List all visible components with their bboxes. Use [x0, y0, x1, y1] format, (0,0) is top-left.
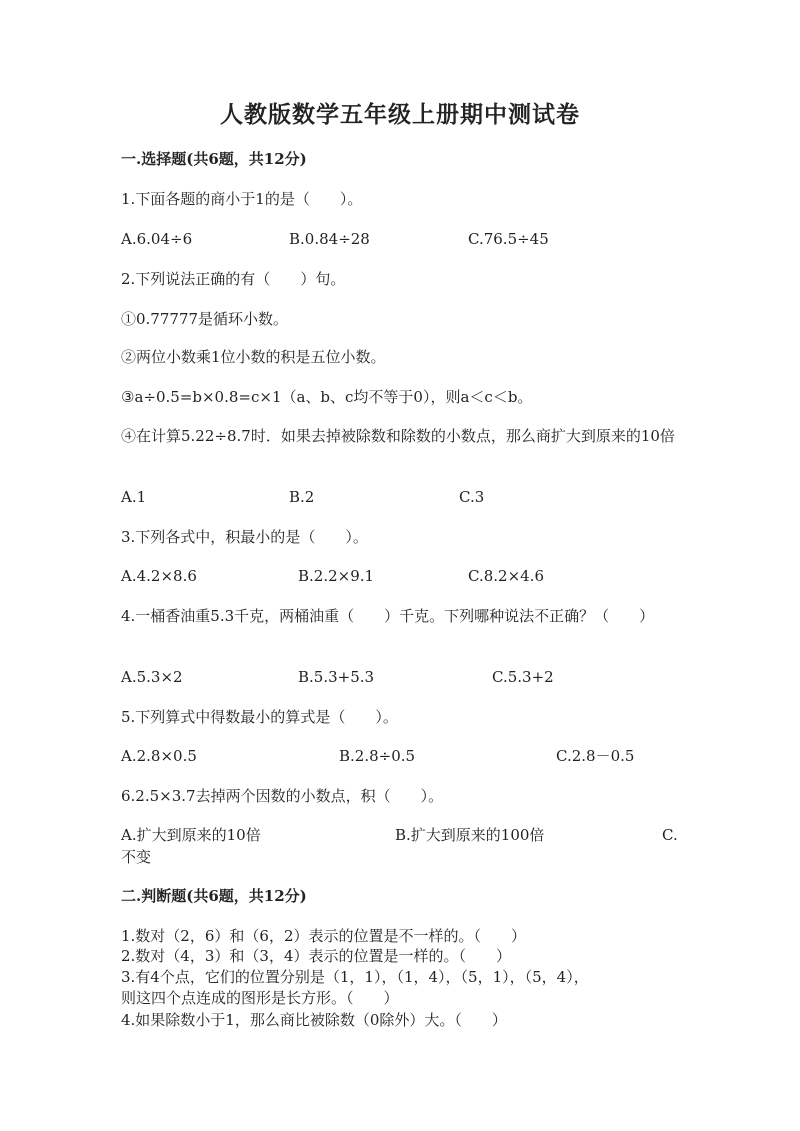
judgement-1: 1.数对（2，6）和（6，2）表示的位置是不一样的。（ ） [121, 927, 526, 945]
judgement-3-line-2: 则这四个点连成的图形是长方形。（ ） [121, 989, 399, 1007]
question-6-option-a: A.扩大到原来的10倍 [121, 826, 261, 844]
question-1-option-b: B.0.84÷28 [289, 230, 370, 248]
question-2-option-b: B.2 [289, 488, 315, 506]
question-4-stem: 4.一桶香油重5.3千克，两桶油重（ ）千克。下列哪种说法不正确？（ ） [121, 607, 655, 625]
question-5-stem: 5.下列算式中得数最小的算式是（ ）。 [121, 708, 398, 726]
question-3-option-c: C.8.2×4.6 [468, 567, 544, 585]
question-3-stem: 3.下列各式中，积最小的是（ ）。 [121, 528, 368, 546]
question-3-option-a: A.4.2×8.6 [121, 567, 197, 585]
section-heading-choice: 一.选择题(共6题，共12分) [121, 150, 307, 168]
section-heading-judgement: 二.判断题(共6题，共12分) [121, 887, 307, 905]
question-2-statement-2: ②两位小数乘1位小数的积是五位小数。 [121, 348, 386, 366]
page-title: 人教版数学五年级上册期中测试卷 [220, 101, 580, 128]
question-4-option-c: C.5.3+2 [492, 668, 554, 686]
question-6-option-c-text: 不变 [121, 848, 152, 866]
question-2-option-c: C.3 [459, 488, 485, 506]
question-3-option-b: B.2.2×9.1 [298, 567, 375, 585]
question-2-statement-4: ④在计算5.22÷8.7时．如果去掉被除数和除数的小数点，那么商扩大到原来的10倍 [121, 427, 675, 445]
question-1-option-c: C.76.5÷45 [468, 230, 549, 248]
question-5-option-a: A.2.8×0.5 [121, 747, 197, 765]
question-6-option-c: C. [662, 826, 678, 844]
judgement-3-line-1: 3.有4个点，它们的位置分别是（1，1），（1，4），（5，1），（5，4）， [121, 968, 589, 986]
question-6-stem: 6.2.5×3.7去掉两个因数的小数点，积（ ）。 [121, 787, 444, 805]
question-2-statement-3: ③a÷0.5=b×0.8=c×1（a、b、c均不等于0），则a＜c＜b。 [121, 388, 533, 406]
question-4-option-a: A.5.3×2 [121, 668, 183, 686]
judgement-4: 4.如果除数小于1，那么商比被除数（0除外）大。（ ） [121, 1011, 507, 1029]
question-2-stem: 2.下列说法正确的有（ ）句。 [121, 270, 346, 288]
question-5-option-c: C.2.8－0.5 [556, 747, 635, 765]
question-1-stem: 1.下面各题的商小于1的是（ ）。 [121, 190, 363, 208]
question-4-option-b: B.5.3+5.3 [298, 668, 375, 686]
question-1-option-a: A.6.04÷6 [121, 230, 193, 248]
judgement-2: 2.数对（4，3）和（3，4）表示的位置是一样的。（ ） [121, 947, 511, 965]
question-5-option-b: B.2.8÷0.5 [339, 747, 416, 765]
question-2-option-a: A.1 [121, 488, 147, 506]
question-2-statement-1: ①0.77777是循环小数。 [121, 310, 289, 328]
question-6-option-b: B.扩大到原来的100倍 [395, 826, 545, 844]
